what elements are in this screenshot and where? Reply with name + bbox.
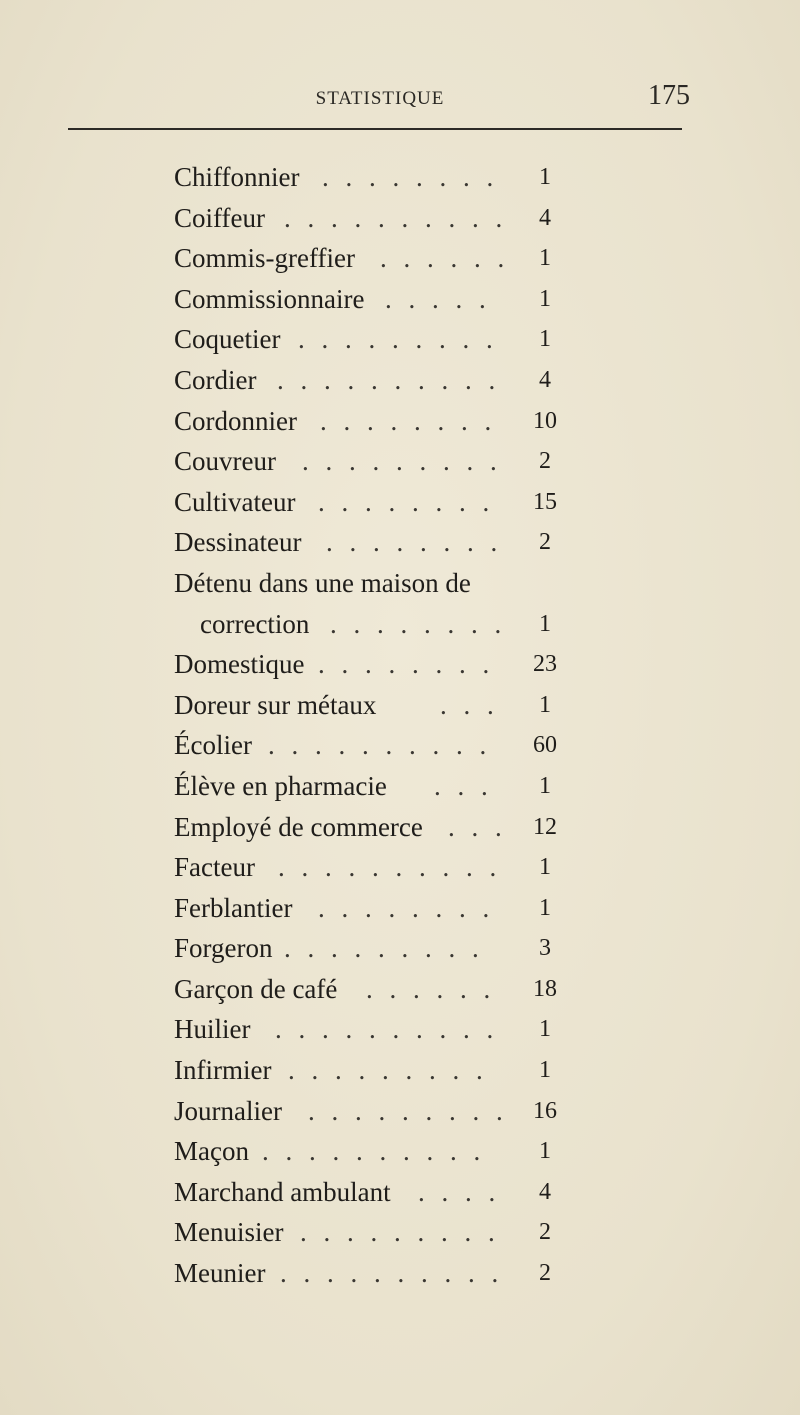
dot-leader: . . . . . . . . . .: [275, 1014, 499, 1045]
occupation-count: 2: [539, 529, 551, 556]
list-item: [0, 766, 800, 807]
occupation-count: 23: [533, 651, 557, 678]
dot-leader: . . . . . . . . .: [298, 324, 498, 355]
list-item: [0, 401, 800, 442]
occupation-label: Cordier: [174, 364, 257, 395]
occupation-label: Domestique: [174, 649, 305, 680]
occupation-count: 1: [539, 1057, 551, 1084]
occupation-count: 1: [539, 326, 551, 353]
page-number: 175: [648, 80, 690, 111]
occupation-label: Chiffonnier: [174, 162, 300, 192]
occupation-label: Doreur sur métaux: [174, 689, 377, 720]
occupation-label: Élève en pharmacie: [174, 770, 387, 801]
dot-leader: . . . . . . . . . .: [278, 852, 502, 883]
occupation-label: Journalier: [174, 1095, 282, 1126]
occupation-label: Maçon: [174, 1136, 249, 1167]
dot-leader: . . . . .: [385, 283, 491, 314]
list-item: [0, 482, 800, 523]
dot-leader: . . . . . . . . .: [302, 446, 502, 477]
list-item: [0, 1050, 800, 1091]
list-item: [0, 604, 800, 645]
occupation-count: 1: [539, 610, 551, 637]
occupation-count: 18: [533, 975, 557, 1002]
list-item: [0, 928, 800, 969]
dot-leader: . . . . . . . . . .: [284, 202, 508, 233]
occupation-count: 1: [539, 691, 551, 718]
occupation-label: Cordonnier: [174, 405, 297, 436]
occupation-count: 4: [539, 366, 551, 393]
dot-leader: . . . . . . . .: [318, 892, 495, 923]
occupation-label: Écolier: [174, 730, 252, 761]
list-item: [0, 522, 800, 563]
list-item: [0, 319, 800, 360]
occupation-label: Commis-greffier: [174, 243, 355, 274]
occupation-label: Dessinateur: [174, 527, 302, 558]
occupation-label: Facteur: [174, 852, 255, 883]
occupation-count: 1: [539, 285, 551, 312]
list-item: [0, 888, 800, 929]
list-item: [0, 279, 800, 320]
dot-leader: . . . . . .: [366, 973, 496, 1004]
occupation-label: Meunier: [174, 1258, 266, 1289]
dot-leader: . . . . . . . .: [320, 405, 497, 436]
list-item: [0, 725, 800, 766]
list-item: [0, 1212, 800, 1253]
list-item: [0, 198, 800, 239]
occupation-count: 2: [539, 1219, 551, 1246]
list-item: [0, 1091, 800, 1132]
occupation-label: Détenu dans une maison de: [174, 567, 471, 598]
dot-leader: . . . . . . . . . .: [262, 1136, 486, 1167]
list-item: [0, 807, 800, 848]
list-item: [0, 238, 800, 279]
list-item: [0, 685, 800, 726]
occupation-label: Couvreur: [174, 446, 276, 477]
list-item: [0, 847, 800, 888]
dot-leader: . . . . . . . . .: [308, 1095, 508, 1126]
dot-leader: . . . . . .: [380, 243, 510, 274]
occupation-count: 1: [539, 1138, 551, 1165]
dot-leader: . . . . . . . . .: [288, 1055, 488, 1086]
occupation-label: Marchand ambulant: [174, 1176, 391, 1207]
occupation-list: [0, 157, 800, 1294]
occupation-count: 1: [539, 894, 551, 921]
occupation-count: 12: [533, 813, 557, 840]
occupation-count: 2: [539, 448, 551, 475]
occupation-label: Forgeron: [174, 933, 273, 964]
occupation-label: Menuisier: [174, 1217, 284, 1248]
occupation-count: 60: [533, 732, 557, 759]
dot-leader: . . . .: [418, 1176, 501, 1207]
list-item: [0, 441, 800, 482]
occupation-label: Coquetier: [174, 324, 281, 355]
list-item: [0, 563, 800, 604]
dot-leader: . . . . . . . .: [318, 649, 495, 680]
occupation-label: Huilier: [174, 1014, 251, 1045]
dot-leader: . . . . . . . . . .: [268, 730, 492, 761]
occupation-count: 1: [539, 1016, 551, 1043]
occupation-label: Garçon de café: [174, 973, 338, 1004]
dot-leader: . . . . . . . .: [330, 608, 507, 639]
dot-leader: . . . . . . . .: [322, 162, 499, 192]
dot-leader: . . .: [448, 811, 507, 842]
occupation-count: 1: [539, 245, 551, 272]
occupation-label: correction: [200, 608, 310, 639]
occupation-label: Commissionnaire: [174, 283, 365, 314]
occupation-label: Infirmier: [174, 1055, 272, 1086]
occupation-count: 4: [539, 204, 551, 231]
list-item: [0, 1253, 800, 1294]
occupation-label: Cultivateur: [174, 486, 296, 517]
dot-leader: . . .: [440, 689, 499, 720]
occupation-count: 10: [533, 407, 557, 434]
occupation-count: 1: [539, 772, 551, 799]
list-item: [0, 1172, 800, 1213]
running-header-title: STATISTIQUE: [315, 88, 445, 109]
dot-leader: . . . . . . . . . .: [277, 364, 501, 395]
occupation-label: Employé de commerce: [174, 811, 423, 842]
list-item: [0, 157, 800, 198]
list-item: [0, 360, 800, 401]
occupation-count: 3: [539, 935, 551, 962]
dot-leader: . . . . . . . .: [326, 527, 503, 558]
list-item: [0, 1009, 800, 1050]
list-item: [0, 1131, 800, 1172]
occupation-count: 4: [539, 1178, 551, 1205]
dot-leader: . . . . . . . .: [318, 486, 495, 517]
occupation-count: 1: [539, 854, 551, 881]
occupation-count: 1: [539, 164, 551, 190]
occupation-label: Coiffeur: [174, 202, 265, 233]
list-item: [0, 969, 800, 1010]
dot-leader: . . . . . . . . .: [300, 1217, 500, 1248]
header-rule: [68, 128, 682, 130]
occupation-count: 15: [533, 488, 557, 515]
dot-leader: . . . . . . . . . .: [280, 1258, 504, 1289]
dot-leader: . . . . . . . . .: [284, 933, 484, 964]
list-item: [0, 644, 800, 685]
occupation-label: Ferblantier: [174, 892, 293, 923]
dot-leader: . . .: [434, 770, 493, 801]
occupation-count: 16: [533, 1097, 557, 1124]
occupation-count: 2: [539, 1260, 551, 1287]
